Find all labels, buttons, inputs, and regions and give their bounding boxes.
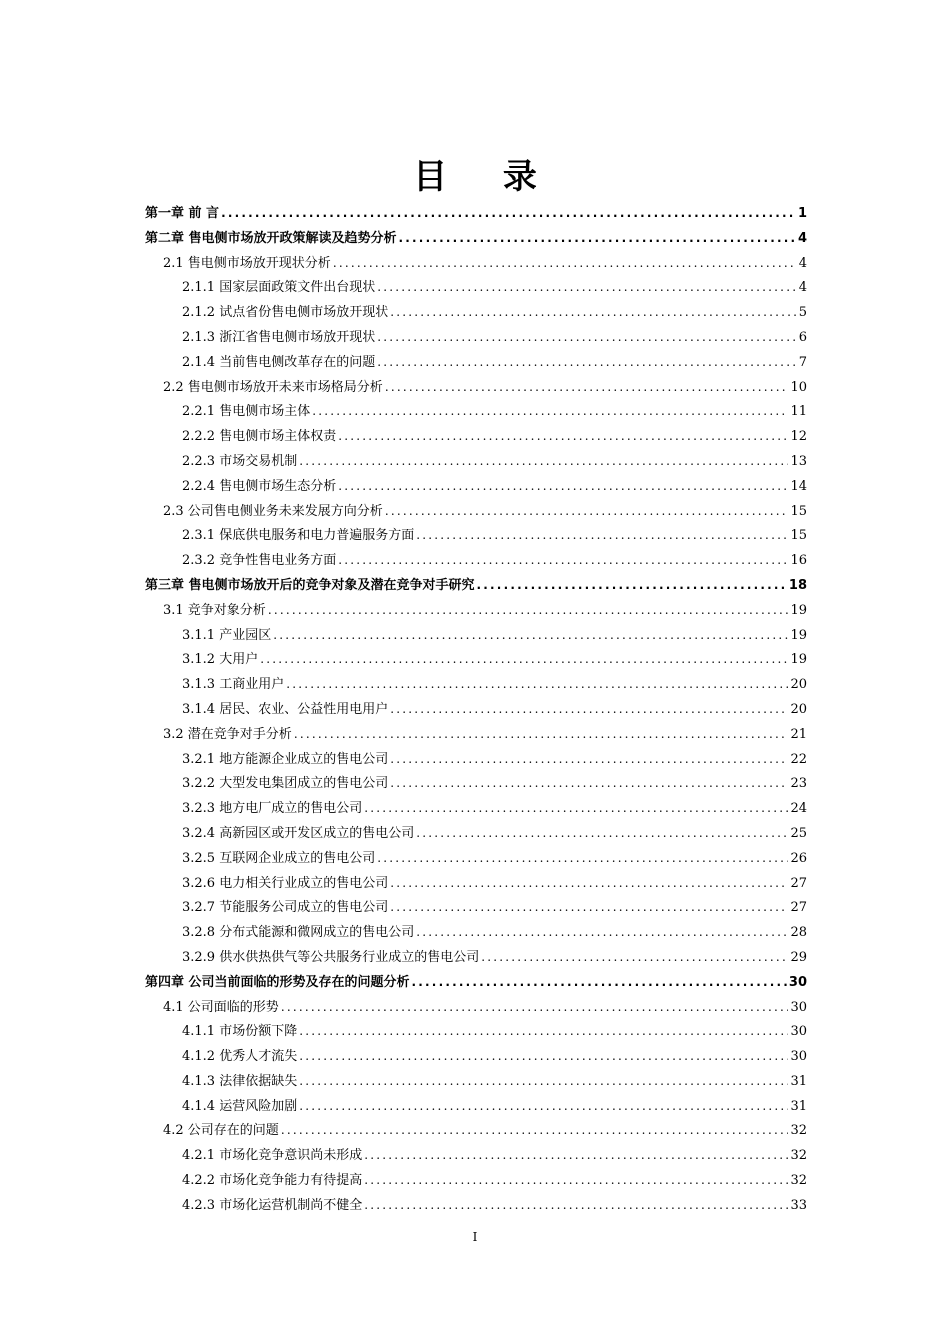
toc-entry-label: 4.1.4 运营风险加剧 bbox=[182, 1098, 298, 1114]
toc-entry-page: 31 bbox=[790, 1073, 807, 1089]
dot-leader bbox=[416, 920, 788, 945]
toc-entry-page: 24 bbox=[790, 801, 807, 817]
toc-entry-label: 第四章 公司当前面临的形势及存在的问题分析 bbox=[145, 974, 410, 990]
toc-entry-label: 4.1 公司面临的形势 bbox=[163, 999, 279, 1015]
dot-leader bbox=[299, 449, 788, 474]
table-of-contents bbox=[145, 201, 807, 1218]
toc-entry-label: 3.2.2 大型发电集团成立的售电公司 bbox=[182, 776, 389, 792]
toc-entry-page: 15 bbox=[790, 528, 807, 544]
toc-entry-label: 第一章 前 言 bbox=[145, 206, 220, 221]
dot-leader bbox=[377, 325, 797, 350]
toc-entry-page: 5 bbox=[798, 305, 807, 321]
toc-entry-page: 31 bbox=[790, 1098, 807, 1114]
dot-leader bbox=[281, 1118, 789, 1143]
toc-entry[interactable] bbox=[145, 1143, 807, 1168]
toc-entry-label: 3.1.1 产业园区 bbox=[182, 627, 272, 643]
dot-leader bbox=[390, 300, 797, 325]
toc-entry[interactable] bbox=[145, 970, 807, 995]
toc-entry[interactable] bbox=[145, 251, 807, 276]
toc-entry-page: 15 bbox=[790, 503, 807, 519]
toc-entry-label: 3.2.7 节能服务公司成立的售电公司 bbox=[182, 900, 389, 916]
dot-leader bbox=[385, 375, 789, 400]
toc-entry[interactable] bbox=[145, 647, 807, 672]
toc-entry[interactable] bbox=[145, 1193, 807, 1218]
toc-entry-page: 30 bbox=[790, 1049, 807, 1065]
toc-entry-label: 3.2 潜在竞争对手分析 bbox=[163, 726, 292, 742]
toc-entry[interactable] bbox=[145, 275, 807, 300]
toc-entry-page: 10 bbox=[790, 379, 807, 395]
toc-entry[interactable] bbox=[145, 325, 807, 350]
toc-entry[interactable] bbox=[145, 226, 807, 251]
toc-entry-page: 23 bbox=[790, 776, 807, 792]
toc-entry-page: 30 bbox=[790, 999, 807, 1015]
dot-leader bbox=[390, 771, 788, 796]
toc-entry[interactable] bbox=[145, 424, 807, 449]
toc-entry[interactable] bbox=[145, 350, 807, 375]
toc-entry[interactable] bbox=[145, 623, 807, 648]
toc-entry-page: 30 bbox=[790, 1024, 807, 1040]
toc-entry[interactable] bbox=[145, 499, 807, 524]
toc-title: 目 录 bbox=[413, 157, 559, 197]
toc-entry[interactable] bbox=[145, 201, 807, 226]
dot-leader bbox=[390, 871, 788, 896]
dot-leader bbox=[364, 1143, 788, 1168]
toc-entry-label: 3.2.1 地方能源企业成立的售电公司 bbox=[182, 751, 389, 767]
dot-leader bbox=[286, 672, 788, 697]
dot-leader bbox=[416, 821, 788, 846]
toc-entry-label: 3.2.6 电力相关行业成立的售电公司 bbox=[182, 875, 389, 891]
toc-entry[interactable] bbox=[145, 399, 807, 424]
dot-leader bbox=[268, 598, 789, 623]
dot-leader bbox=[281, 995, 789, 1020]
toc-entry-label: 3.1.2 大用户 bbox=[182, 652, 259, 668]
toc-entry[interactable] bbox=[145, 1094, 807, 1119]
toc-entry-page: 26 bbox=[790, 850, 807, 866]
toc-entry[interactable] bbox=[145, 523, 807, 548]
toc-entry-label: 4.2 公司存在的问题 bbox=[163, 1123, 279, 1139]
toc-entry-label: 2.2.1 售电侧市场主体 bbox=[182, 404, 311, 420]
toc-entry-label: 4.2.2 市场化竞争能力有待提高 bbox=[182, 1173, 363, 1189]
toc-entry[interactable] bbox=[145, 821, 807, 846]
toc-entry-label: 4.2.1 市场化竞争意识尚未形成 bbox=[182, 1148, 363, 1164]
toc-entry-page: 19 bbox=[790, 652, 807, 668]
dot-leader bbox=[377, 846, 788, 871]
toc-entry-page: 6 bbox=[798, 329, 807, 345]
toc-entry[interactable] bbox=[145, 871, 807, 896]
dot-leader bbox=[377, 275, 797, 300]
toc-entry-page: 4 bbox=[798, 255, 807, 271]
toc-entry-page: 18 bbox=[788, 577, 807, 593]
toc-entry-page: 13 bbox=[790, 453, 807, 469]
dot-leader bbox=[385, 499, 789, 524]
toc-entry-page: 27 bbox=[790, 875, 807, 891]
toc-entry-label: 4.2.3 市场化运营机制尚不健全 bbox=[182, 1197, 363, 1213]
toc-entry[interactable] bbox=[145, 300, 807, 325]
toc-entry[interactable] bbox=[145, 474, 807, 499]
dot-leader bbox=[273, 623, 788, 648]
toc-entry[interactable] bbox=[145, 771, 807, 796]
toc-entry-label: 4.1.3 法律依据缺失 bbox=[182, 1073, 298, 1089]
toc-entry-page: 28 bbox=[790, 925, 807, 941]
toc-entry[interactable] bbox=[145, 1069, 807, 1094]
dot-leader bbox=[416, 523, 788, 548]
dot-leader bbox=[364, 796, 788, 821]
toc-entry-label: 4.1.1 市场份额下降 bbox=[182, 1024, 298, 1040]
toc-entry-page: 20 bbox=[790, 701, 807, 717]
toc-entry[interactable] bbox=[145, 895, 807, 920]
dot-leader bbox=[477, 573, 787, 598]
toc-entry-label: 2.2.3 市场交易机制 bbox=[182, 453, 298, 469]
toc-entry-label: 2.1.4 当前售电侧改革存在的问题 bbox=[182, 354, 376, 370]
toc-entry-page: 27 bbox=[790, 900, 807, 916]
toc-entry[interactable] bbox=[145, 1019, 807, 1044]
toc-entry-page: 29 bbox=[790, 949, 807, 965]
toc-entry[interactable] bbox=[145, 697, 807, 722]
toc-entry-label: 3.1.3 工商业用户 bbox=[182, 677, 285, 693]
toc-entry-label: 第二章 售电侧市场放开政策解读及趋势分析 bbox=[145, 230, 397, 246]
toc-entry-page: 22 bbox=[790, 751, 807, 767]
dot-leader bbox=[399, 226, 796, 251]
toc-entry-label: 2.2.4 售电侧市场生态分析 bbox=[182, 478, 337, 494]
toc-entry-label: 2.1 售电侧市场放开现状分析 bbox=[163, 255, 331, 271]
toc-entry-page: 4 bbox=[798, 280, 807, 296]
toc-entry-page: 30 bbox=[788, 974, 807, 990]
page-number: I bbox=[472, 1230, 478, 1244]
dot-leader bbox=[221, 201, 796, 226]
dot-leader bbox=[312, 399, 788, 424]
toc-entry[interactable] bbox=[145, 920, 807, 945]
toc-entry-page: 12 bbox=[790, 429, 807, 445]
toc-entry-label: 2.1.2 试点省份售电侧市场放开现状 bbox=[182, 305, 389, 321]
dot-leader bbox=[299, 1094, 788, 1119]
toc-entry-page: 32 bbox=[790, 1173, 807, 1189]
dot-leader bbox=[364, 1168, 788, 1193]
toc-entry-page: 33 bbox=[790, 1197, 807, 1213]
dot-leader bbox=[260, 647, 788, 672]
toc-entry[interactable] bbox=[145, 846, 807, 871]
toc-entry-label: 2.2 售电侧市场放开未来市场格局分析 bbox=[163, 379, 383, 395]
toc-entry-label: 2.3.1 保底供电服务和电力普遍服务方面 bbox=[182, 528, 415, 544]
toc-entry-label: 2.3.2 竞争性售电业务方面 bbox=[182, 553, 337, 569]
toc-entry-label: 2.3 公司售电侧业务未来发展方向分析 bbox=[163, 503, 383, 519]
toc-entry-label: 3.2.3 地方电厂成立的售电公司 bbox=[182, 801, 363, 817]
toc-entry[interactable] bbox=[145, 375, 807, 400]
toc-entry-page: 4 bbox=[797, 230, 807, 246]
toc-entry-label: 4.1.2 优秀人才流失 bbox=[182, 1049, 298, 1065]
toc-entry-page: 7 bbox=[798, 354, 807, 370]
toc-entry[interactable] bbox=[145, 1044, 807, 1069]
toc-entry-page: 32 bbox=[790, 1148, 807, 1164]
dot-leader bbox=[390, 895, 788, 920]
toc-entry-label: 3.1 竞争对象分析 bbox=[163, 602, 266, 618]
toc-entry[interactable] bbox=[145, 573, 807, 598]
toc-entry-page: 14 bbox=[790, 478, 807, 494]
dot-leader bbox=[299, 1069, 788, 1094]
toc-entry-label: 第三章 售电侧市场放开后的竞争对象及潜在竞争对手研究 bbox=[145, 577, 475, 593]
toc-entry-page: 19 bbox=[790, 602, 807, 618]
toc-entry-page: 32 bbox=[790, 1123, 807, 1139]
toc-entry-page: 21 bbox=[790, 726, 807, 742]
dot-leader bbox=[338, 424, 788, 449]
dot-leader bbox=[390, 697, 788, 722]
dot-leader bbox=[299, 1044, 788, 1069]
dot-leader bbox=[390, 747, 788, 772]
toc-entry-label: 3.2.9 供水供热供气等公共服务行业成立的售电公司 bbox=[182, 949, 480, 965]
dot-leader bbox=[338, 548, 788, 573]
toc-entry-label: 3.2.4 高新园区或开发区成立的售电公司 bbox=[182, 825, 415, 841]
toc-entry-page: 20 bbox=[790, 677, 807, 693]
toc-entry-page: 16 bbox=[790, 553, 807, 569]
toc-entry[interactable] bbox=[145, 548, 807, 573]
dot-leader bbox=[338, 474, 788, 499]
toc-entry[interactable] bbox=[145, 796, 807, 821]
dot-leader bbox=[333, 251, 797, 276]
toc-entry[interactable] bbox=[145, 598, 807, 623]
dot-leader bbox=[412, 970, 787, 995]
toc-entry-page: 11 bbox=[790, 404, 807, 420]
toc-entry-label: 2.1.1 国家层面政策文件出台现状 bbox=[182, 280, 376, 296]
toc-entry[interactable] bbox=[145, 945, 807, 970]
dot-leader bbox=[299, 1019, 788, 1044]
toc-entry[interactable] bbox=[145, 1168, 807, 1193]
toc-entry[interactable] bbox=[145, 449, 807, 474]
toc-entry-label: 3.2.5 互联网企业成立的售电公司 bbox=[182, 850, 376, 866]
toc-entry-page: 19 bbox=[790, 627, 807, 643]
toc-entry-label: 2.1.3 浙江省售电侧市场放开现状 bbox=[182, 329, 376, 345]
dot-leader bbox=[377, 350, 797, 375]
toc-entry-label: 3.1.4 居民、农业、公益性用电用户 bbox=[182, 701, 389, 717]
toc-entry-label: 2.2.2 售电侧市场主体权责 bbox=[182, 429, 337, 445]
dot-leader bbox=[364, 1193, 788, 1218]
toc-entry[interactable] bbox=[145, 672, 807, 697]
dot-leader bbox=[481, 945, 788, 970]
toc-entry[interactable] bbox=[145, 722, 807, 747]
toc-entry-label: 3.2.8 分布式能源和微网成立的售电公司 bbox=[182, 925, 415, 941]
toc-entry-page: 25 bbox=[790, 825, 807, 841]
toc-entry[interactable] bbox=[145, 995, 807, 1020]
toc-entry[interactable] bbox=[145, 1118, 807, 1143]
toc-entry-page: 1 bbox=[797, 206, 807, 221]
dot-leader bbox=[294, 722, 789, 747]
toc-entry[interactable] bbox=[145, 747, 807, 772]
